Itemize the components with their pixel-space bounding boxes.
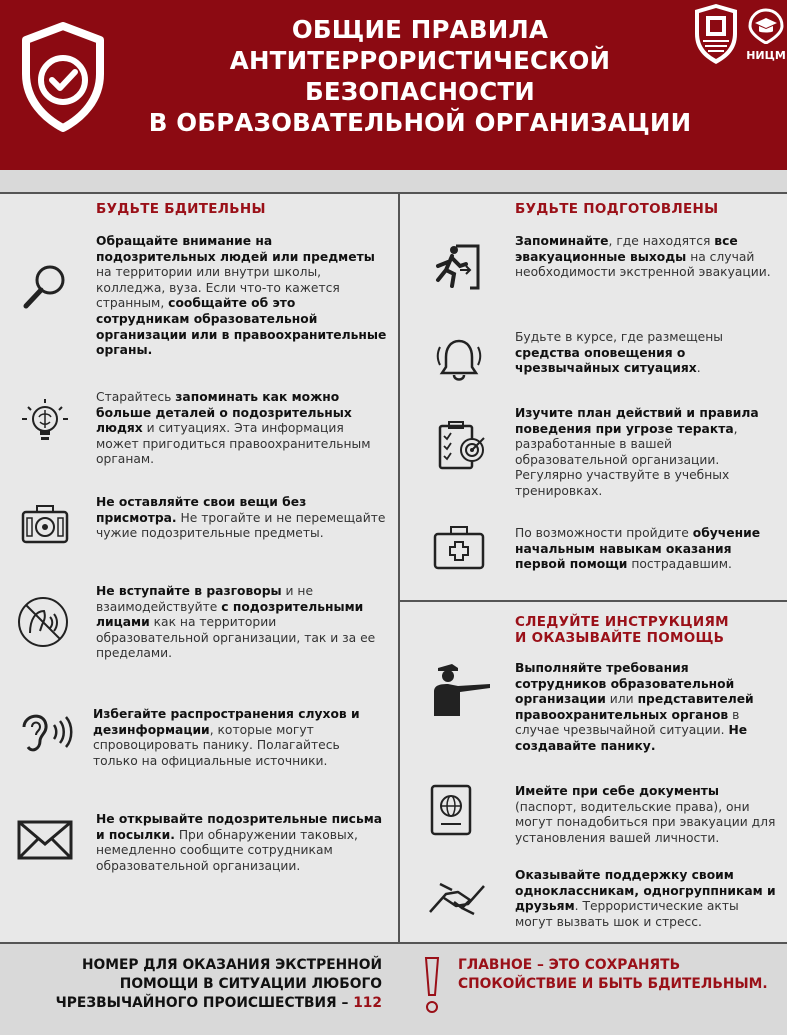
list-item: По возможности пройдите обучение начальным навыкам оказания первой помощи пострадавшим. (515, 526, 761, 572)
title-line: БЕЗОПАСНОСТИ (304, 77, 536, 106)
envelope-icon (16, 818, 74, 862)
column-divider (398, 192, 400, 942)
plan-target-icon (434, 418, 488, 472)
list-item: Избегайте распространения слухов и дезинформации, которые могут спровоцировать панику. Полагайтесь только на официальные источники. (93, 707, 360, 768)
alarm-bell-icon (434, 335, 484, 385)
exclamation-icon (423, 955, 441, 1015)
shield-check-icon (20, 22, 106, 132)
emergency-number: 112 (353, 995, 382, 1011)
passport-icon (428, 782, 474, 838)
section-heading-vigilant: БУДЬТЕ БДИТЕЛЬНЫ (96, 201, 266, 217)
ear-icon (14, 707, 76, 757)
title-line: АНТИТЕРРОРИСТИЧЕСКОЙ (229, 46, 611, 75)
section-heading-prepared: БУДЬТЕ ПОДГОТОВЛЕНЫ (515, 201, 719, 217)
heading-line: И ОКАЗЫВАЙТЕ ПОМОЩЬ (515, 630, 725, 646)
first-aid-kit-icon (432, 522, 486, 572)
list-item: Старайтесь запоминать как можно больше деталей о подозрительных людях и ситуациях. Эта информация может пригодиться правоохранительным органам. (96, 390, 371, 467)
list-item: Не вступайте в разговоры и не взаимодействуйте с подозрительными лицами как на территории образовательной организации, так и за ее пределами. (96, 584, 376, 661)
nicm-logo (746, 8, 786, 62)
exit-running-icon (430, 240, 484, 294)
main-advice-text: ГЛАВНОЕ – ЭТО СОХРАНЯТЬ СПОКОЙСТВИЕ И БЫТЬ БДИТЕЛЬНЫМ. (458, 957, 768, 992)
list-item: Будьте в курсе, где размещены средства оповещения о чрезвычайных ситуациях. (515, 330, 723, 376)
title-line: В ОБРАЗОВАТЕЛЬНОЙ ОРГАНИЗАЦИИ (148, 108, 692, 137)
logo-label: НИЦМ (746, 49, 786, 62)
page-title (110, 14, 730, 138)
title-line: ОБЩИЕ ПРАВИЛА (291, 15, 549, 44)
list-item: Оказывайте поддержку своим одноклассникам, одногруппникам и друзьям. Террористические акты могут вызвать шок и стресс. (515, 868, 776, 929)
section-divider (399, 600, 787, 602)
police-officer-icon (428, 658, 494, 718)
suitcase-bomb-icon (20, 502, 70, 546)
list-item: Запоминайте, где находятся все эвакуационные выходы на случай необходимости экстренной эвакуации. (515, 234, 771, 280)
list-item: Имейте при себе документы (паспорт, водительские права), они могут понадобиться при эвакуации для установления вашей личности. (515, 784, 776, 845)
emblem-logo-icon (691, 2, 741, 66)
handshake-icon (426, 872, 488, 926)
section-heading-follow-instructions (515, 614, 729, 646)
magnifier-icon (20, 262, 70, 312)
no-talking-icon (16, 595, 70, 649)
divider (0, 942, 787, 944)
graduation-cap-icon (748, 8, 784, 44)
list-item: Выполняйте требования сотрудников образовательной организации или представителей правоохранительных органов в случае чрезвычайной ситуации. Не создавайте панику. (515, 661, 754, 753)
header-banner (0, 0, 787, 170)
lightbulb-brain-icon (18, 397, 72, 447)
list-item: Обращайте внимание на подозрительных людей или предметы на территории или внутри школы, колледжа, вуза. Если что-то кажется странным, сообщайте об это сотрудникам образовательной организации или в правоохранительные органы. (96, 234, 387, 358)
divider (0, 192, 787, 194)
heading-line: СЛЕДУЙТЕ ИНСТРУКЦИЯМ (515, 614, 729, 630)
list-item: Не оставляйте свои вещи без присмотра. Не трогайте и не перемещайте чужие подозрительные предметы. (96, 495, 386, 541)
divider-band (0, 170, 787, 192)
list-item: Изучите план действий и правила поведения при угрозе теракта, разработанные в вашей образовательной организации. Регулярно участвуйте в учебных тренировках. (515, 406, 759, 498)
list-item: Не открывайте подозрительные письма и посылки. При обнаружении таковых, немедленно сообщите сотрудникам образовательной организации. (96, 812, 383, 873)
emergency-number-text: НОМЕР ДЛЯ ОКАЗАНИЯ ЭКСТРЕННОЙ ПОМОЩИ В СИТУАЦИИ ЛЮБОГО ЧРЕЗВЫЧАЙНОГО ПРОИСШЕСТВИЯ – 112 (55, 957, 382, 1011)
